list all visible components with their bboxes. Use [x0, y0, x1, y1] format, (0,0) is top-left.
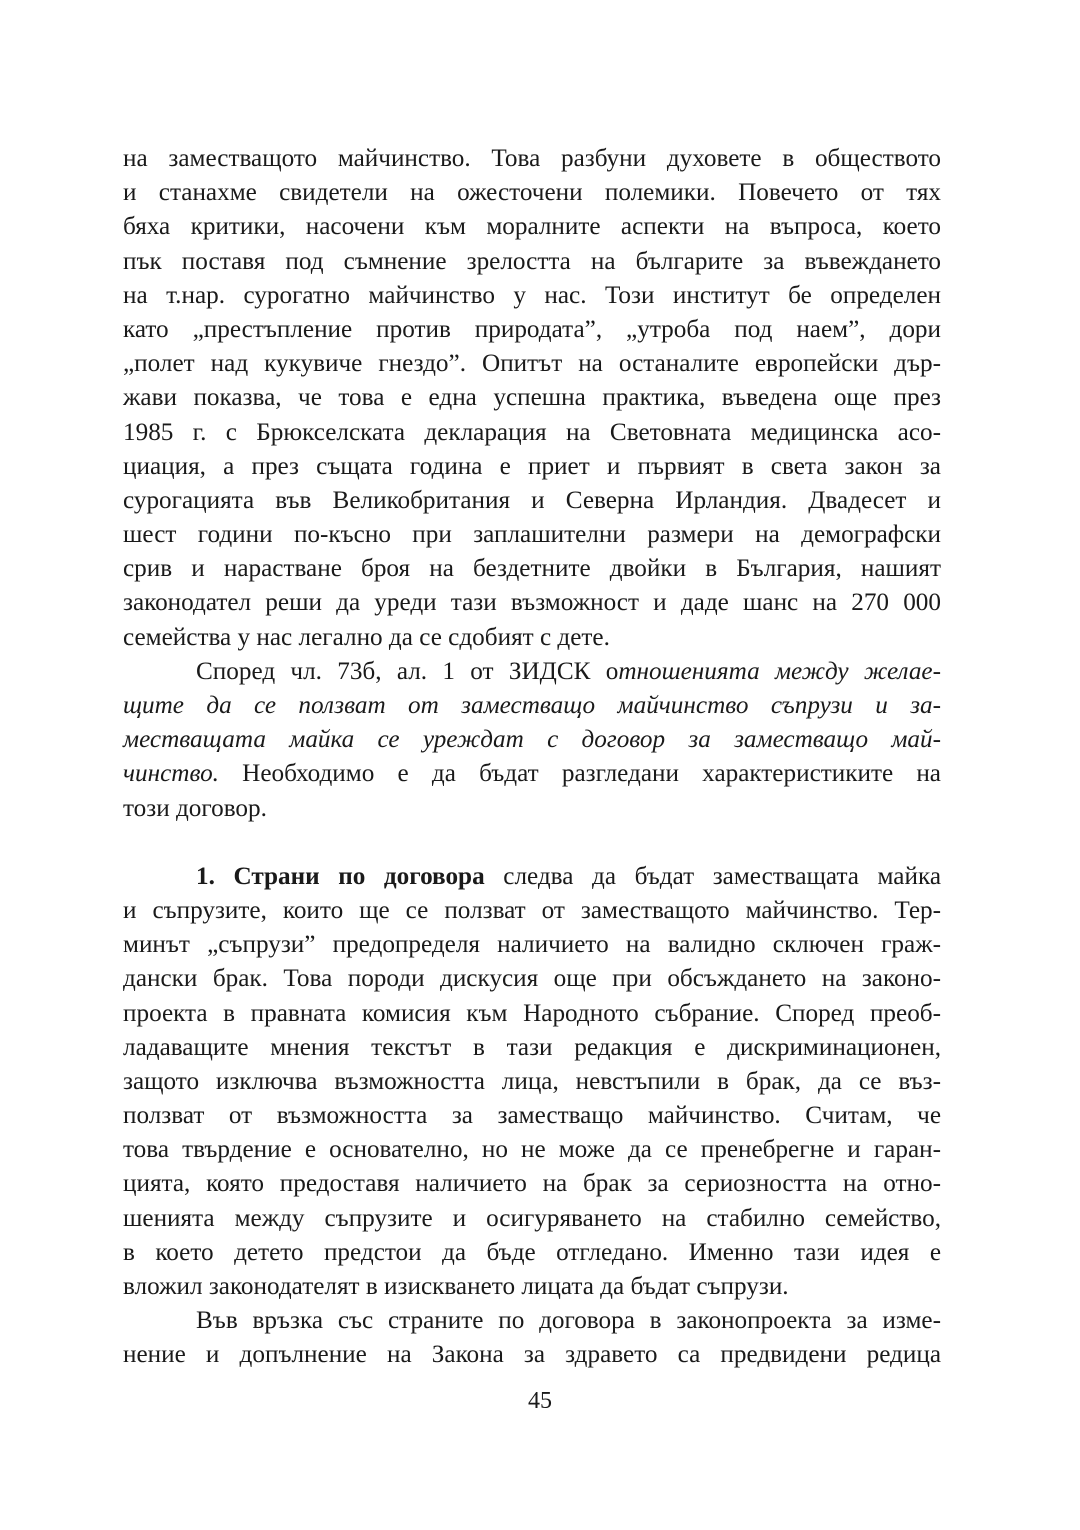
paragraph-2 — [123, 655, 941, 826]
text-line — [123, 689, 941, 723]
italic-quote: чинство. — [123, 760, 219, 788]
text-line: и станахме свидетели на ожесточени полемики. Повечето от тях — [123, 179, 941, 207]
text-line: вложил законодателят в изискването лицата да бъдат съпрузи. — [123, 1273, 789, 1300]
text-line: цията, която предоставя наличието на брак за сериозността на отно- — [123, 1170, 941, 1198]
text-line: шенията между съпрузите и осигуряването на стабилно семейство, — [123, 1204, 941, 1232]
text-line: като „престъпление против природата”, „утроба под наем”, дори — [123, 315, 941, 343]
text-line — [123, 757, 941, 791]
plain-text: следва да бъдат заместващата майка — [484, 862, 941, 890]
paragraph-1 — [123, 142, 941, 655]
page-number: 45 — [528, 1388, 552, 1414]
text-line — [123, 723, 941, 757]
text-line: шест години по-късно при заплашителни размери на демографски — [123, 521, 941, 549]
text-line: пък поставя под съмнение зрелостта на българите за въвеждането — [123, 247, 941, 275]
text-line: законодател реши да уреди тази възможност и даде шанс на 270 000 — [123, 589, 941, 617]
text-line: „полет над кукувиче гнездо”. Опитът на останалите европейски дър- — [123, 350, 941, 378]
text-line — [123, 655, 941, 689]
text-line: сурогацията във Великобритания и Северна Ирландия. Двадесет и — [123, 486, 941, 514]
plain-text: Необходимо е да бъдат разгледани характеристиките на — [218, 760, 941, 788]
text-line: минът „съпрузи” предопределя наличието на валидно сключен граж- — [123, 931, 941, 959]
text-line: на т.нар. сурогатно майчинство у нас. Този институт бе определен — [123, 281, 941, 309]
text-line: нение и допълнение на Закона за здравето са предвидени редица — [123, 1341, 941, 1369]
text-line: бяха критики, насочени към моралните аспекти на въпроса, което — [123, 213, 941, 241]
italic-quote: щите да се ползват от заместващо майчинство съпрузи и за- — [123, 692, 941, 719]
text-line: ладаващите мнения текстът в тази редакция е дискриминационен, — [123, 1033, 941, 1061]
text-line: 1985 г. с Брюкселската декларация на Световната медицинска асо- — [123, 418, 941, 446]
paragraph-4 — [123, 1304, 941, 1372]
text-line: циация, а през същата година е приет и първият в света закон за — [123, 452, 941, 480]
section-heading: 1. Страни по договора — [196, 862, 485, 890]
plain-text: Според чл. 73б, ал. 1 от ЗИДСК о — [196, 657, 619, 685]
text-line: това твърдение е основателно, но не може да се пренебрегне и гаран- — [123, 1136, 941, 1164]
italic-quote: местващата майка се уреждат с договор за заместващо май- — [123, 726, 941, 754]
text-line: на заместващото майчинство. Това разбуни духовете в обществото — [123, 145, 941, 172]
italic-quote: тношенията между желае- — [618, 657, 941, 685]
text-line: жави показва, че това е една успешна практика, въведена още през — [123, 384, 941, 412]
section-spacer — [123, 826, 941, 860]
text-line — [123, 860, 941, 894]
document-page — [123, 142, 941, 1373]
text-line: дански брак. Това породи дискусия още при обсъждането на законо- — [123, 965, 941, 993]
text-line: и съпрузите, които ще се ползват от заместващото майчинство. Тер- — [123, 896, 941, 924]
text-line: ползват от възможността за заместващо майчинство. Считам, че — [123, 1102, 941, 1130]
text-line: този договор. — [123, 794, 267, 822]
text-line: семейства у нас легално да се сдобият с дете. — [123, 623, 610, 651]
text-line: в което детето предстои да бъде отгледано. Именно тази идея е — [123, 1238, 941, 1266]
text-line: срив и нарастване броя на бездетните двойки в България, нашият — [123, 555, 941, 583]
section-1 — [123, 860, 941, 1304]
text-line: Във връзка със страните по договора в законопроекта за изме- — [196, 1307, 941, 1335]
text-line: проекта в правната комисия към Народното събрание. Според преоб- — [123, 999, 941, 1027]
text-line: защото изключва възможността лица, невстъпили в брак, да се въз- — [123, 1067, 941, 1095]
